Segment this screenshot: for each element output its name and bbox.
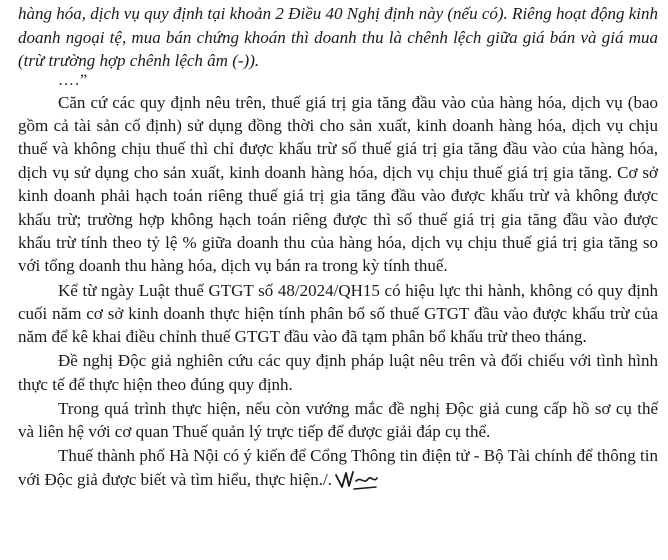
- signature-mark: [334, 467, 378, 493]
- paragraph-closing: [18, 444, 658, 493]
- paragraph-effective-date: Kể từ ngày Luật thuế GTGT số 48/2024/QH15 có hiệu lực thi hành, không có quy định cuối năm cơ sở kinh doanh thực hiện tính phân bổ số thuế GTGT đầu vào được khấu trừ của năm để kê khai điều chỉnh thuế GTGT đầu vào đã tạm phân bổ khấu trừ theo tháng.: [18, 280, 658, 347]
- quoted-regulation-text: hàng hóa, dịch vụ quy định tại khoản 2 Điều 40 Nghị định này (nếu có). Riêng hoạt động kinh doanh ngoại tệ, mua bán chứng khoán thì doanh thu là chênh lệch giữa giá bán và giá mua (trừ trường hợp chênh lệch âm (-)).: [18, 4, 658, 70]
- paragraph-request-review: Đề nghị Độc giả nghiên cứu các quy định pháp luật nêu trên và đối chiếu với tình hình thực tế để thực hiện theo đúng quy định.: [18, 351, 658, 394]
- quote-ellipsis: ….”: [58, 71, 89, 89]
- paragraph-contact-tax-office: Trong quá trình thực hiện, nếu còn vướng mắc đề nghị Độc giả cung cấp hồ sơ cụ thể và liên hệ với cơ quan Thuế quản lý trực tiếp để được giải đáp cụ thể.: [18, 398, 658, 441]
- closing-text: Thuế thành phố Hà Nội có ý kiến để Cổng Thông tin điện tử - Bộ Tài chính để thông tin với Độc giả được biết và tìm hiểu, thực hiện./.: [18, 446, 658, 490]
- paragraph-legal-basis: Căn cứ các quy định nêu trên, thuế giá trị gia tăng đầu vào của hàng hóa, dịch vụ (bao gồm cả tài sản cố định) sử dụng đồng thời cho sản xuất, kinh doanh hàng hóa, dịch vụ chịu thuế và không chịu thuế thì chỉ được khấu trừ số thuế giá trị gia tăng đầu vào của hàng hóa, dịch vụ sử dụng cho sản xuất, kinh doanh hàng hóa, dịch vụ chịu thuế giá trị gia tăng. Cơ sở kinh doanh phải hạch toán riêng thuế giá trị gia tăng đầu vào được khấu trừ và không được khấu trừ; trường hợp không hạch toán riêng được thì số thuế giá trị gia tăng đầu vào được khấu trừ tính theo tỷ lệ % giữa doanh thu của hàng hóa, dịch vụ chịu thuế giá trị gia tăng so với tổng doanh thu hàng hóa, dịch vụ bán ra trong kỳ tính thuế.: [18, 92, 658, 276]
